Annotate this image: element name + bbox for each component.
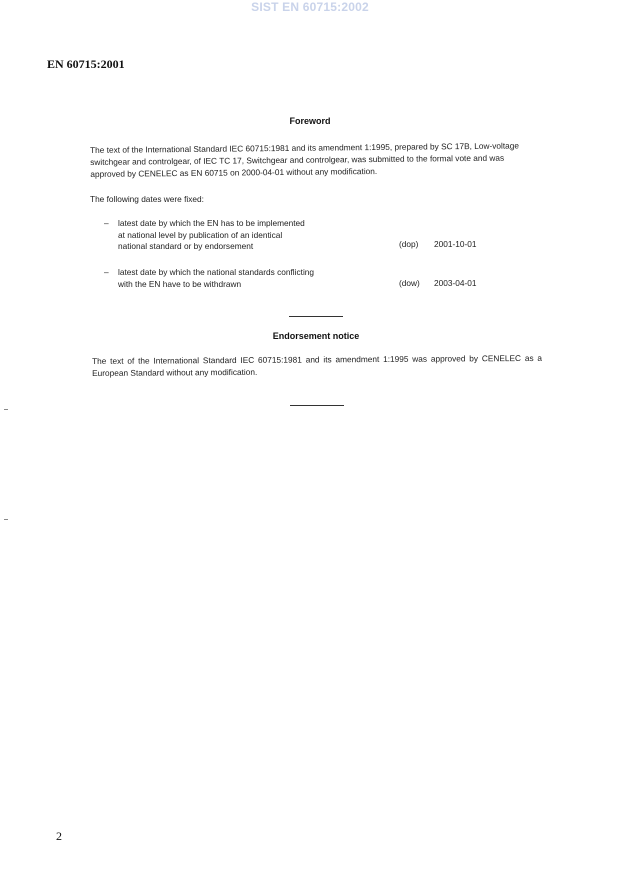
list-dash: – [104,218,109,228]
date-value: 2003-04-01 [434,278,477,288]
foreword-heading: Foreword [289,116,331,126]
scan-edge-mark [4,409,8,410]
date-code: (dop) [399,239,419,249]
date-description [118,218,388,253]
date-description-line: at national level by publication of an identical [118,229,283,240]
date-value: 2001-10-01 [434,239,477,249]
document-id: EN 60715:2001 [47,57,125,71]
endorsement-heading: Endorsement notice [272,331,360,341]
date-description-line: with the EN have to be withdrawn [118,278,242,289]
foreword-paragraph: The text of the International Standard IEC 60715:1981 and its amendment 1:1995, prepared by SC 17B, Low-voltage switchgear and controlgear, of IEC TC 17, Switchgear and controlgear, was submitted to the formal vote and was approved by CENELEC as EN 60715 on 2000-04-01 without any modification. [90,140,520,179]
date-code: (dow) [399,278,420,288]
date-description-line: latest date by which the national standards conflicting [118,267,315,277]
date-description-line: latest date by which the EN has to be implemented [118,218,305,228]
dates-intro: The following dates were fixed: [90,194,204,204]
watermark: SIST EN 60715:2002 [251,0,369,14]
page-number: 2 [56,829,62,843]
section-divider [290,405,344,406]
date-description-line: national standard or by endorsement [118,241,254,251]
list-dash: – [104,267,109,277]
date-description [118,267,388,290]
section-divider [289,316,343,317]
scan-edge-mark [4,519,8,520]
endorsement-paragraph: The text of the International Standard IEC 60715:1981 and its amendment 1:1995 was approved by CENELEC as a European Standard without any modification. [92,352,543,378]
